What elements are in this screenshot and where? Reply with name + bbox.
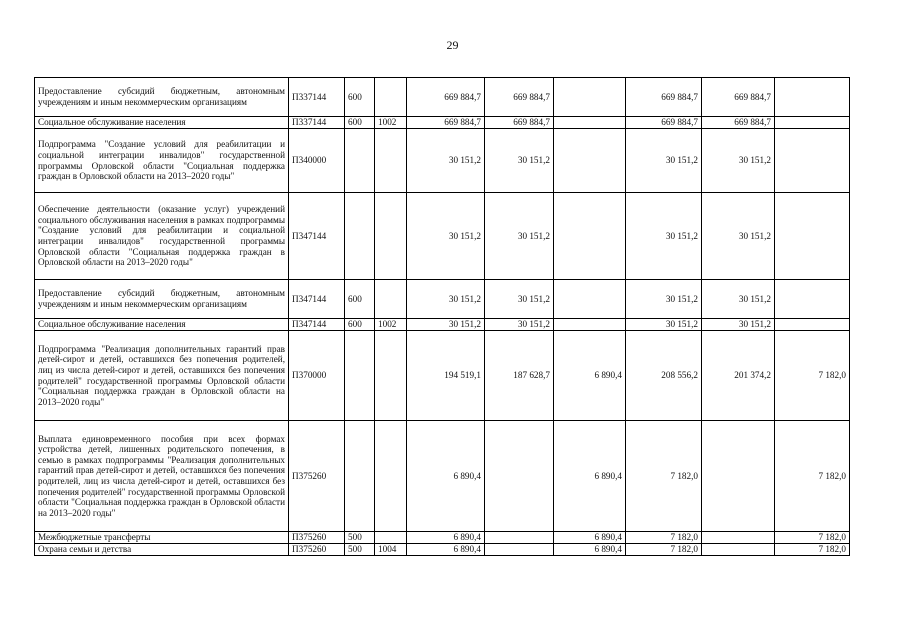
row-description: Охрана семьи и детства [35, 544, 289, 556]
section-code: 1002 [375, 117, 407, 129]
amount-total-year2: 208 556,2 [626, 331, 702, 421]
amount-total-year2: 669 884,7 [626, 117, 702, 129]
amount-federal-year2: 7 182,0 [775, 421, 850, 532]
table-row [35, 421, 850, 532]
amount-federal-year2: 7 182,0 [775, 544, 850, 556]
amount-federal-year1 [554, 78, 626, 117]
expense-type-code [345, 129, 375, 193]
amount-total-year1: 194 519,1 [407, 331, 485, 421]
table-row [35, 78, 850, 117]
amount-federal-year1: 6 890,4 [554, 331, 626, 421]
target-article-code: П375260 [289, 544, 345, 556]
amount-federal-year1: 6 890,4 [554, 532, 626, 544]
amount-federal-year1 [554, 280, 626, 319]
row-description: Обеспечение деятельности (оказание услуг) учреждений социального обслуживания населения в рамках подпрограммы "Создание условий для реабилитации и социальной интеграции инвалидов" государственной программы Орловской области "Социальная поддержка граждан в Орловской области на 2013–2020 годы" [35, 193, 289, 280]
row-description: Социальное обслуживание населения [35, 117, 289, 129]
amount-total-year2: 30 151,2 [626, 193, 702, 280]
amount-federal-year2 [775, 129, 850, 193]
row-description: Выплата единовременного пособия при всех формах устройства детей, лишенных родительского попечения, в семью в рамках подпрограммы "Реализация дополнительных гарантий прав детей-сирот и детей, оставшихся без попечения родителей, лиц из числа детей-сирот и детей, оставшихся без попечения родителей" государственной программы Орловской области "Социальная поддержка граждан в Орловской области на 2013–2020 годы" [35, 421, 289, 532]
row-description: Подпрограмма "Реализация дополнительных гарантий прав детей-сирот и детей, оставшихся без попечения родителей, лиц из числа детей-сирот и детей, оставшихся без попечения родителей" государственной программы Орловской области "Социальная поддержка граждан в Орловской области на 2013–2020 годы" [35, 331, 289, 421]
amount-total-year1: 669 884,7 [407, 117, 485, 129]
target-article-code: П375260 [289, 421, 345, 532]
amount-total-year1: 6 890,4 [407, 532, 485, 544]
amount-total-year1: 30 151,2 [407, 280, 485, 319]
amount-federal-year2 [775, 280, 850, 319]
budget-table [34, 77, 850, 556]
row-description: Предоставление субсидий бюджетным, автономным учреждениям и иным некоммерческим организациям [35, 280, 289, 319]
section-code [375, 532, 407, 544]
section-code [375, 193, 407, 280]
amount-total-year2: 669 884,7 [626, 78, 702, 117]
amount-total-year2: 7 182,0 [626, 544, 702, 556]
target-article-code: П337144 [289, 117, 345, 129]
amount-total-year1: 30 151,2 [407, 129, 485, 193]
amount-regional-year1: 669 884,7 [485, 78, 554, 117]
table-row [35, 532, 850, 544]
row-description: Подпрограмма "Создание условий для реабилитации и социальной интеграции инвалидов" государственной программы Орловской области "Социальная поддержка граждан в Орловской области на 2013–2020 годы" [35, 129, 289, 193]
amount-total-year2: 30 151,2 [626, 319, 702, 331]
amount-regional-year1: 30 151,2 [485, 129, 554, 193]
amount-federal-year2 [775, 193, 850, 280]
expense-type-code [345, 421, 375, 532]
amount-total-year1: 30 151,2 [407, 319, 485, 331]
amount-regional-year2: 30 151,2 [702, 319, 775, 331]
target-article-code: П370000 [289, 331, 345, 421]
table-row [35, 544, 850, 556]
amount-federal-year2: 7 182,0 [775, 331, 850, 421]
section-code [375, 280, 407, 319]
amount-total-year1: 30 151,2 [407, 193, 485, 280]
expense-type-code: 600 [345, 319, 375, 331]
section-code: 1004 [375, 544, 407, 556]
row-description: Социальное обслуживание населения [35, 319, 289, 331]
amount-federal-year1 [554, 319, 626, 331]
table-row [35, 331, 850, 421]
amount-total-year2: 30 151,2 [626, 129, 702, 193]
section-code [375, 78, 407, 117]
amount-regional-year2: 201 374,2 [702, 331, 775, 421]
amount-federal-year1 [554, 129, 626, 193]
expense-type-code [345, 331, 375, 421]
section-code [375, 129, 407, 193]
amount-federal-year2 [775, 78, 850, 117]
section-code [375, 421, 407, 532]
amount-regional-year2 [702, 532, 775, 544]
amount-federal-year2 [775, 117, 850, 129]
amount-regional-year1 [485, 544, 554, 556]
expense-type-code: 600 [345, 117, 375, 129]
target-article-code: П347144 [289, 280, 345, 319]
target-article-code: П347144 [289, 193, 345, 280]
budget-table-body [35, 78, 850, 556]
table-row [35, 129, 850, 193]
target-article-code: П340000 [289, 129, 345, 193]
amount-total-year1: 669 884,7 [407, 78, 485, 117]
table-row [35, 117, 850, 129]
amount-regional-year1: 30 151,2 [485, 319, 554, 331]
target-article-code: П347144 [289, 319, 345, 331]
table-row [35, 280, 850, 319]
amount-regional-year2 [702, 421, 775, 532]
amount-regional-year1: 30 151,2 [485, 193, 554, 280]
amount-federal-year1 [554, 193, 626, 280]
amount-federal-year2 [775, 319, 850, 331]
amount-federal-year1: 6 890,4 [554, 544, 626, 556]
expense-type-code [345, 193, 375, 280]
amount-regional-year1: 30 151,2 [485, 280, 554, 319]
amount-regional-year2 [702, 544, 775, 556]
expense-type-code: 500 [345, 532, 375, 544]
amount-regional-year1: 187 628,7 [485, 331, 554, 421]
amount-regional-year2: 669 884,7 [702, 78, 775, 117]
amount-federal-year2: 7 182,0 [775, 532, 850, 544]
row-description: Межбюджетные трансферты [35, 532, 289, 544]
amount-total-year1: 6 890,4 [407, 544, 485, 556]
amount-total-year2: 30 151,2 [626, 280, 702, 319]
expense-type-code: 500 [345, 544, 375, 556]
amount-total-year1: 6 890,4 [407, 421, 485, 532]
amount-federal-year1 [554, 117, 626, 129]
row-description: Предоставление субсидий бюджетным, автономным учреждениям и иным некоммерческим организациям [35, 78, 289, 117]
target-article-code: П337144 [289, 78, 345, 117]
expense-type-code: 600 [345, 78, 375, 117]
amount-regional-year1 [485, 421, 554, 532]
section-code [375, 331, 407, 421]
amount-total-year2: 7 182,0 [626, 421, 702, 532]
amount-regional-year2: 30 151,2 [702, 129, 775, 193]
expense-type-code: 600 [345, 280, 375, 319]
amount-regional-year2: 30 151,2 [702, 193, 775, 280]
amount-federal-year1: 6 890,4 [554, 421, 626, 532]
page-number: 29 [446, 38, 459, 52]
target-article-code: П375260 [289, 532, 345, 544]
amount-total-year2: 7 182,0 [626, 532, 702, 544]
amount-regional-year1 [485, 532, 554, 544]
table-row [35, 193, 850, 280]
amount-regional-year1: 669 884,7 [485, 117, 554, 129]
section-code: 1002 [375, 319, 407, 331]
amount-regional-year2: 669 884,7 [702, 117, 775, 129]
amount-regional-year2: 30 151,2 [702, 280, 775, 319]
table-row [35, 319, 850, 331]
